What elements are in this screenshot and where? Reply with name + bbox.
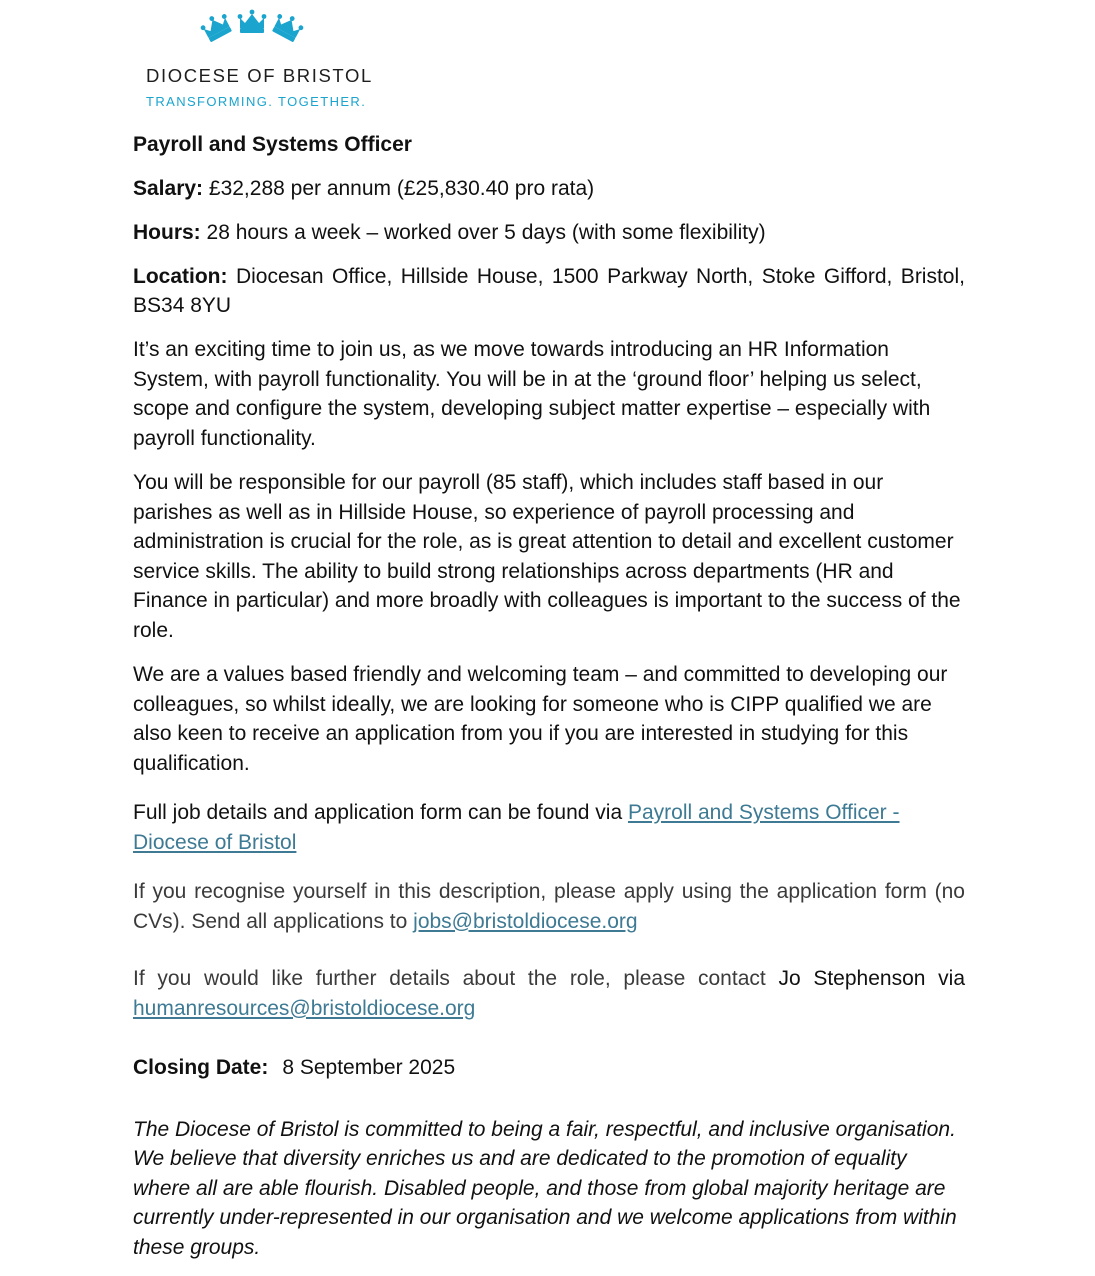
closing-date-value: 8 September 2025 xyxy=(282,1056,456,1079)
hr-email-link[interactable]: humanresources@bristoldiocese.org xyxy=(133,996,476,1020)
location-line xyxy=(133,262,965,321)
hours-value: 28 hours a week – worked over 5 days (with some flexibility) xyxy=(206,220,766,244)
diocese-logo xyxy=(145,8,375,108)
apply-line xyxy=(133,877,965,936)
closing-date-line xyxy=(133,1053,965,1083)
contact-line xyxy=(133,964,965,1023)
contact-prefix: If you would like further details about the role, please contact xyxy=(133,967,779,990)
advert-body xyxy=(133,130,965,1262)
hours-line xyxy=(133,218,965,248)
apply-prefix: If you recognise yourself in this description, please apply using the application form (no CVs). Send all applications to xyxy=(133,880,965,933)
crowns-icon xyxy=(200,8,304,48)
values-paragraph: We are a values based friendly and welcoming team – and committed to developing our colleagues, so whilst ideally, we are looking for someone who is CIPP qualified we are also keen to receive an application from you if you are interested in studying for this qualification. xyxy=(133,663,948,775)
job-details-prefix: Full job details and application form can be found via xyxy=(133,801,628,824)
logo-name: DIOCESE OF BRISTOL xyxy=(146,65,373,86)
hours-label: Hours: xyxy=(133,220,201,244)
salary-value: £32,288 per annum (£25,830.40 pro rata) xyxy=(208,176,595,200)
job-details-link[interactable]: Payroll and Systems Officer - Diocese of Bristol xyxy=(133,801,900,854)
jobs-email-link[interactable]: jobs@bristoldiocese.org xyxy=(413,909,638,933)
salary-label: Salary: xyxy=(133,176,204,200)
intro-paragraph: It’s an exciting time to join us, as we move towards introducing an HR Information System, with payroll functionality. You will be in at the ‘ground floor’ helping us select, scope and configure the system, developing subject matter expertise – especially with payroll functionality. xyxy=(133,338,931,450)
job-details-line xyxy=(133,798,965,857)
job-title: Payroll and Systems Officer xyxy=(133,133,412,156)
salary-line xyxy=(133,174,965,204)
contact-name: Jo Stephenson xyxy=(778,967,926,990)
contact-via: via xyxy=(925,967,966,990)
responsibilities-paragraph: You will be responsible for our payroll (85 staff), which includes staff based in our parishes as well as in Hillside House, so experience of payroll processing and administration is crucial for the role, as is great attention to detail and excellent customer service skills. The ability to build strong relationships across departments (HR and Finance in particular) and more broadly with colleagues is important to the success of the role. xyxy=(133,471,961,642)
location-value: Diocesan Office, Hillside House, 1500 Parkway North, Stoke Gifford, Bristol, BS34 8YU xyxy=(133,264,965,317)
inclusion-statement: The Diocese of Bristol is committed to being a fair, respectful, and inclusive organisation. We believe that diversity enriches us and are dedicated to the promotion of equality where all are able flourish. Disabled people, and those from global majority heritage are currently under-represented in our organisation and we welcome applications from within these groups. xyxy=(133,1117,957,1259)
location-label: Location: xyxy=(133,264,228,288)
logo-tagline: TRANSFORMING. TOGETHER. xyxy=(146,94,367,109)
closing-date-label: Closing Date: xyxy=(133,1056,269,1079)
